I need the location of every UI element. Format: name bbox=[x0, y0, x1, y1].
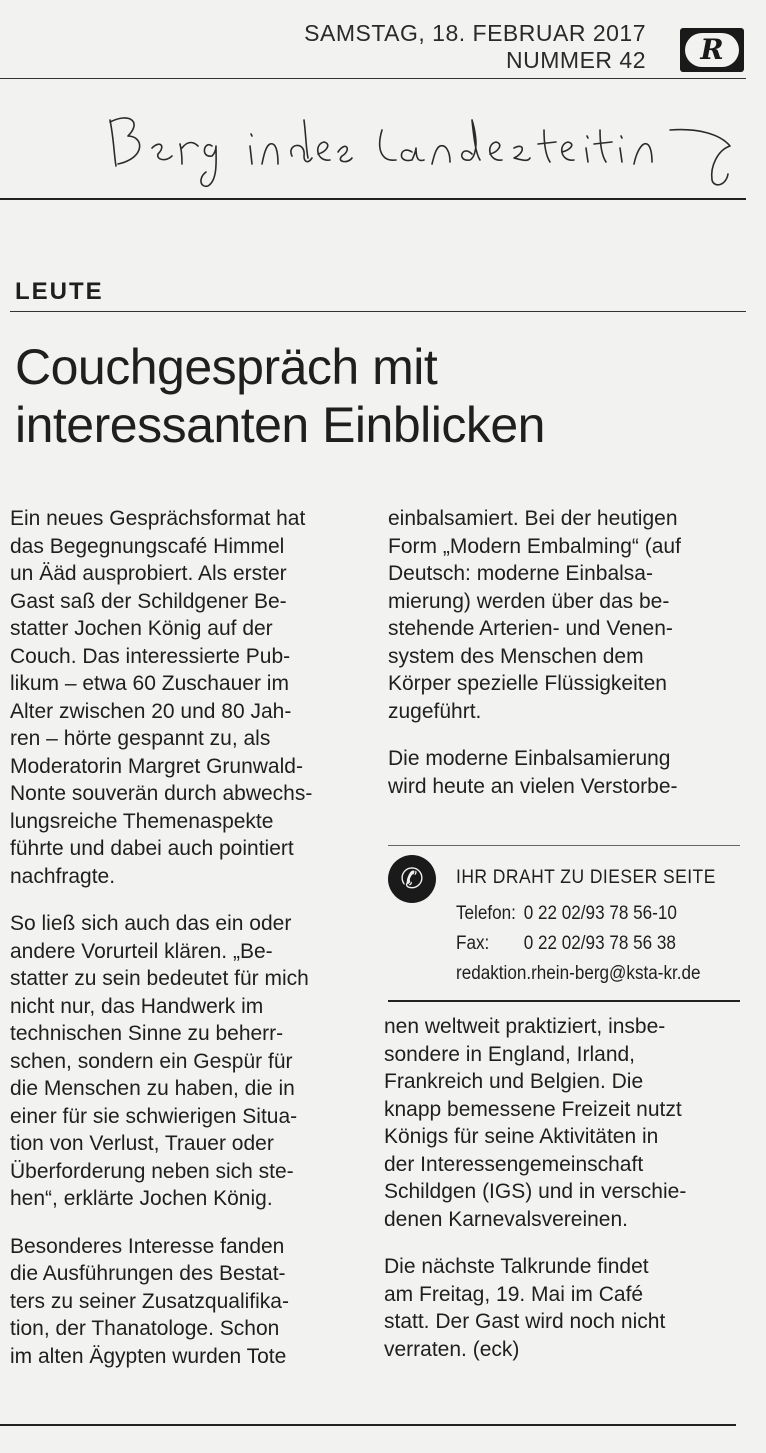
phone-label: Telefon: bbox=[456, 903, 516, 924]
text-line: statt. Der Gast wird noch nicht bbox=[384, 1310, 666, 1333]
text-line: wird heute an vielen Verstorbe- bbox=[388, 774, 678, 798]
text-line: Moderatorin Margret Grunwald- bbox=[10, 754, 303, 778]
paragraph bbox=[384, 1253, 748, 1363]
section-rubric: LEUTE bbox=[15, 278, 104, 305]
text-line: Alter zwischen 20 und 80 Jah- bbox=[10, 699, 292, 723]
text-line: Couch. Das interessierte Pub- bbox=[10, 644, 291, 668]
text-line: Frankreich und Belgien. Die bbox=[384, 1070, 644, 1093]
paragraph bbox=[388, 505, 748, 725]
text-line: führte und dabei auch pointiert bbox=[10, 837, 294, 860]
paragraph bbox=[10, 910, 372, 1213]
text-line: die Ausführungen des Bestat- bbox=[10, 1262, 286, 1285]
text-line: So ließ sich auch das ein oder bbox=[10, 912, 292, 935]
text-line: un Ääd ausprobiert. Als erster bbox=[10, 562, 287, 585]
text-line: der Interessengemeinschaft bbox=[384, 1152, 644, 1176]
text-line: knapp bemessene Freizeit nutzt bbox=[384, 1097, 682, 1121]
text-line: Überforderung neben sich ste- bbox=[10, 1159, 294, 1183]
text-line: mierung) werden über das be- bbox=[388, 589, 670, 613]
text-line: Form „Modern Embalming“ (auf bbox=[388, 534, 681, 558]
text-line: einer für sie schwierigen Situa- bbox=[10, 1104, 298, 1128]
text-line: Deutsch: moderne Einbalsa- bbox=[388, 562, 653, 585]
paragraph bbox=[384, 1013, 748, 1233]
masthead-rule bbox=[0, 198, 746, 200]
handwritten-signature bbox=[100, 100, 740, 190]
contact-phone-row bbox=[456, 903, 677, 925]
text-line: Die nächste Talkrunde findet bbox=[384, 1255, 649, 1278]
article-column-2-bottom bbox=[384, 1013, 748, 1383]
paragraph bbox=[10, 505, 372, 890]
paragraph bbox=[388, 745, 748, 800]
text-line: Ein neues Gesprächsformat hat bbox=[10, 507, 306, 530]
text-line: die Menschen zu haben, die in bbox=[10, 1077, 295, 1100]
text-line: Die moderne Einbalsamierung bbox=[388, 747, 671, 770]
contact-box-top-rule bbox=[388, 845, 740, 846]
fax-label: Fax: bbox=[456, 933, 490, 954]
text-line: Schildgen (IGS) und in verschie- bbox=[384, 1180, 687, 1203]
text-line: nen weltweit praktiziert, insbe- bbox=[384, 1015, 666, 1038]
text-line: nicht nur, das Handwerk im bbox=[10, 994, 264, 1018]
text-line: einbalsamiert. Bei der heutigen bbox=[388, 507, 678, 530]
phone-number[interactable]: 0 22 02/93 78 56-10 bbox=[523, 903, 677, 924]
text-line: sondere in England, Irland, bbox=[384, 1042, 636, 1066]
logo-letter: R bbox=[685, 33, 739, 67]
text-line: lungsreiche Themenaspekte bbox=[10, 809, 274, 833]
header-rule bbox=[0, 78, 746, 79]
text-line: schen, sondern ein Gespür für bbox=[10, 1049, 293, 1073]
text-line: tion von Verlust, Trauer oder bbox=[10, 1132, 274, 1155]
text-line: statter zu sein bedeutet für mich bbox=[10, 967, 309, 990]
text-line: Besonderes Interesse fanden bbox=[10, 1234, 285, 1258]
headline-line: Couchgespräch mit bbox=[15, 339, 438, 395]
text-line: statter Jochen König auf der bbox=[10, 617, 273, 640]
text-line: likum – etwa 60 Zuschauer im bbox=[10, 672, 289, 695]
contact-email[interactable]: redaktion.rhein-berg@ksta-kr.de bbox=[456, 963, 701, 984]
text-line: system des Menschen dem bbox=[388, 644, 644, 668]
text-line: Königs für seine Aktivitäten in bbox=[384, 1125, 659, 1148]
headline-line: interessanten Einblicken bbox=[15, 397, 545, 453]
phone-icon: ✆ bbox=[388, 855, 436, 903]
text-line: verraten. (eck) bbox=[384, 1337, 520, 1361]
newspaper-logo bbox=[680, 28, 744, 72]
text-line: Gast saß der Schildgener Be- bbox=[10, 589, 287, 613]
text-line: Nonte souverän durch abwechs- bbox=[10, 782, 313, 805]
article-column-1 bbox=[10, 505, 372, 1390]
date: SAMSTAG, 18. FEBRUAR 2017 bbox=[304, 20, 646, 46]
contact-title: IHR DRAHT ZU DIESER SEITE bbox=[456, 867, 716, 888]
text-line: zugeführt. bbox=[388, 699, 482, 723]
contact-box-bottom-rule bbox=[388, 1000, 740, 1002]
text-line: nachfragte. bbox=[10, 864, 116, 888]
text-line: stehende Arterien- und Venen- bbox=[388, 617, 673, 640]
rubric-rule bbox=[10, 311, 746, 312]
article-headline bbox=[15, 338, 735, 454]
dateline bbox=[200, 20, 646, 74]
text-line: ren – hörte gespannt zu, als bbox=[10, 727, 271, 750]
text-line: Körper spezielle Flüssigkeiten bbox=[388, 672, 667, 695]
fax-number: 0 22 02/93 78 56 38 bbox=[523, 933, 676, 954]
contact-fax-row bbox=[456, 933, 676, 955]
text-line: das Begegnungscafé Himmel bbox=[10, 534, 285, 558]
text-line: denen Karnevalsvereinen. bbox=[384, 1207, 629, 1231]
text-line: im alten Ägypten wurden Tote bbox=[10, 1344, 287, 1368]
text-line: andere Vorurteil klären. „Be- bbox=[10, 939, 273, 963]
text-line: am Freitag, 19. Mai im Café bbox=[384, 1282, 644, 1306]
text-line: ters zu seiner Zusatzqualifika- bbox=[10, 1289, 289, 1313]
issue-number: NUMMER 42 bbox=[506, 47, 646, 73]
paragraph bbox=[10, 1233, 372, 1371]
text-line: tion, der Thanatologe. Schon bbox=[10, 1317, 280, 1340]
article-column-2-top bbox=[388, 505, 748, 820]
footer-rule bbox=[0, 1424, 736, 1426]
text-line: technischen Sinne zu beherr- bbox=[10, 1022, 284, 1045]
text-line: hen“, erklärte Jochen König. bbox=[10, 1187, 273, 1210]
